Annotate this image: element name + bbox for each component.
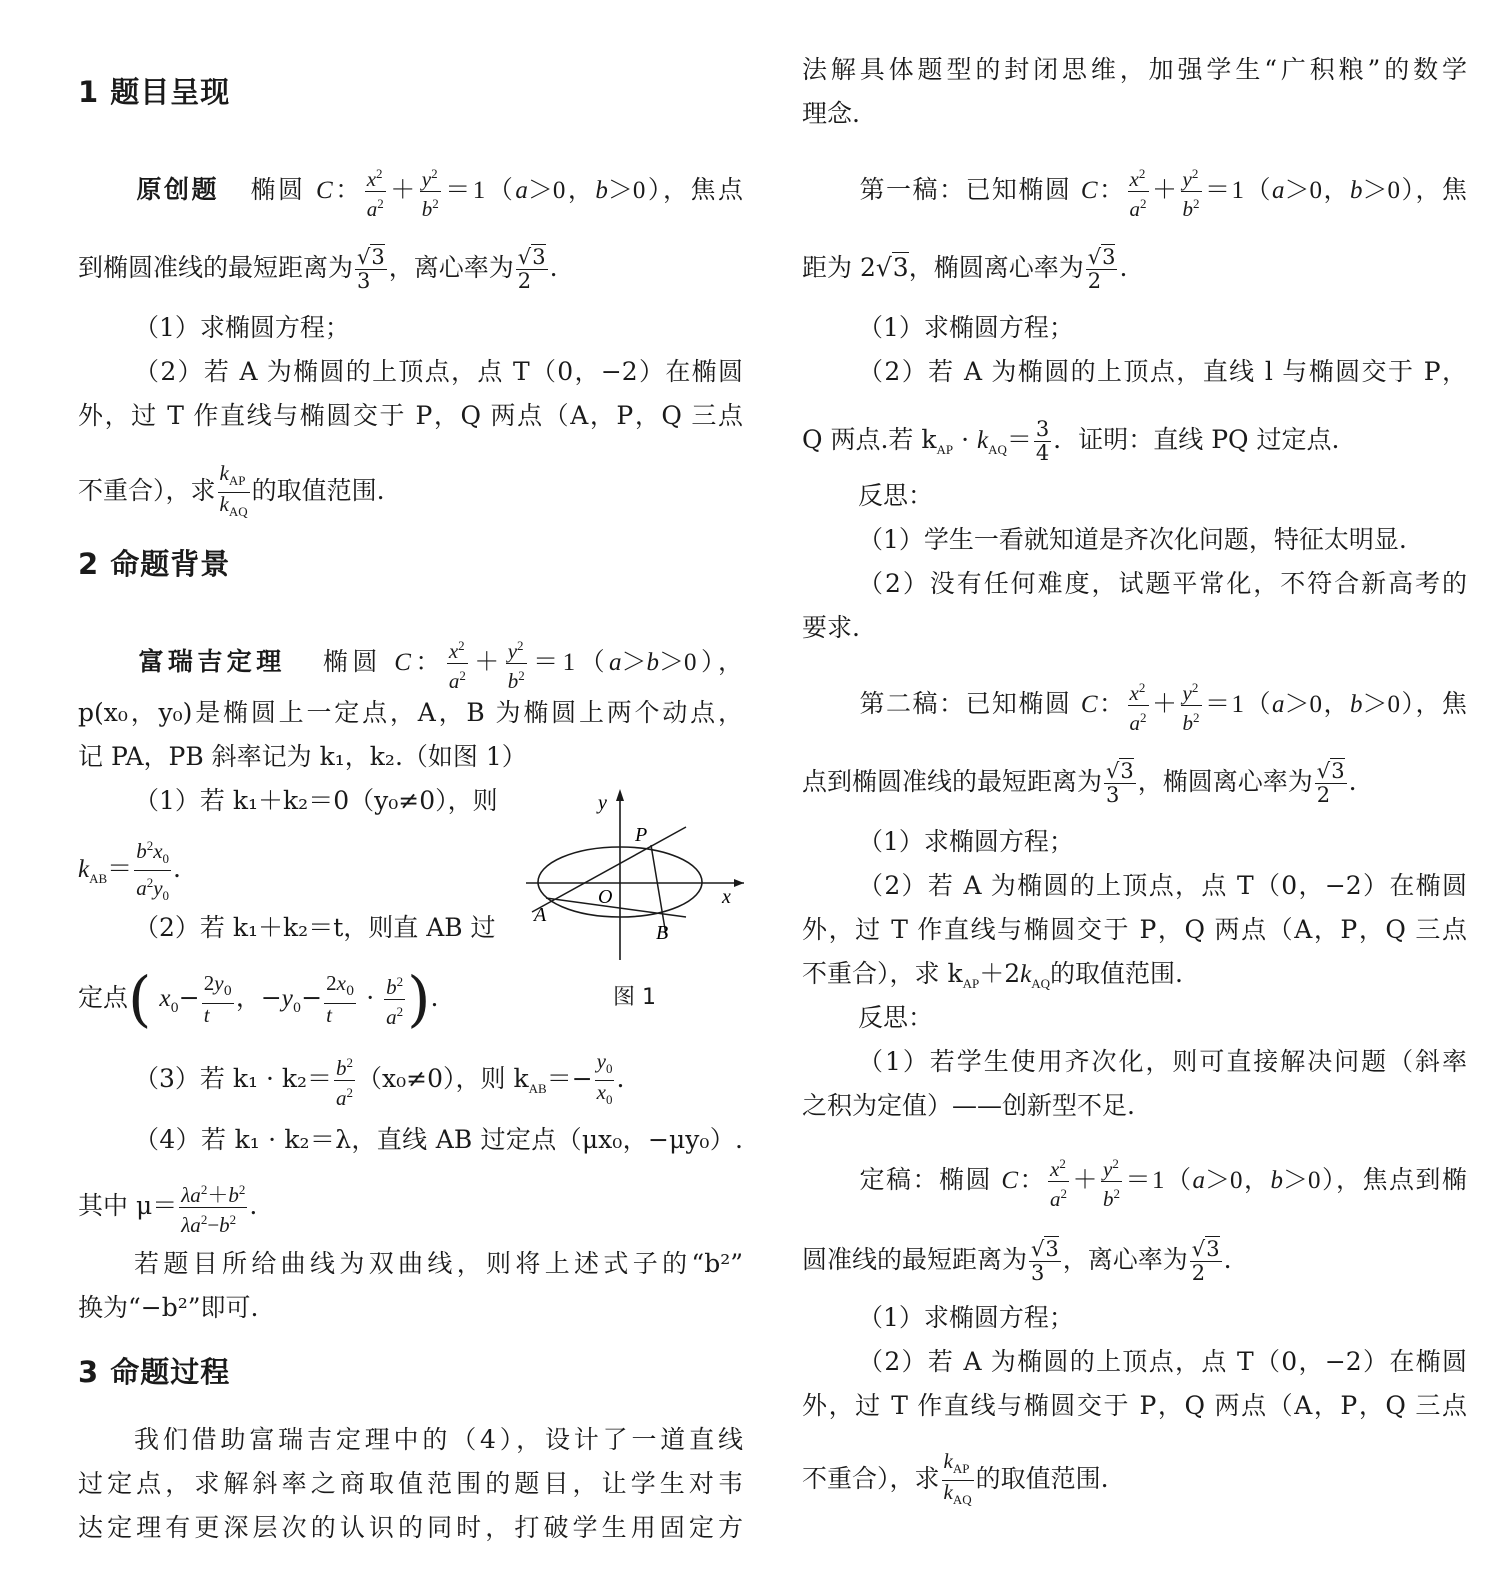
final-draft-line-1: 定稿：椭圆 C： $\frac{x^2}{a^2}$ ＋ $\frac{y^2}{b^2}$ ＝1（a＞0，b＞0），焦点到椭 [802, 1152, 1467, 1211]
reflection-1-item-1: （1）学生一看就知道是齐次化问题，特征太明显. [858, 525, 1407, 554]
reflection-2-heading: 反思： [858, 1003, 934, 1032]
draft-2-q2-line-3: 不重合），求 $k_{AP}+2k_{AQ}$的取值范围. [802, 959, 1183, 991]
theorem-line-2: p(x₀，y₀)是椭圆上一定点，A，B 为椭圆上两个动点， [78, 698, 743, 727]
original-problem-line-1: 原创题 椭圆 C： $\frac{x^2}{a^2}$ ＋ $\frac{y^2}{b^2}$ ＝1（a＞0，b＞0），焦点 [78, 162, 743, 221]
section-3-title: 3 命题过程 [78, 1355, 231, 1389]
draft-2-q2-line-2: 外，过 T 作直线与椭圆交于 P，Q 两点（A，P，Q 三点 [802, 915, 1467, 944]
theorem-item-4: （4）若 k₁ · k₂＝λ，直线 AB 过定点（μx₀，−μy₀）. [134, 1125, 743, 1154]
final-q2-line-1: （2）若 A 为椭圆的上顶点，点 T（0，−2）在椭圆 [858, 1347, 1467, 1376]
reflection-1-item-2-cont: 要求. [802, 613, 860, 642]
original-label: 原创题 [134, 175, 220, 204]
point-A-label: A [534, 904, 547, 926]
point-B-label: B [656, 922, 669, 944]
y-axis-arrow-icon [616, 789, 624, 801]
original-q2-line-2: 外，过 T 作直线与椭圆交于 P，Q 两点（A，P，Q 三点 [78, 401, 743, 430]
draft-1-q1: （1）求椭圆方程； [858, 313, 1074, 342]
theorem-line-3: 记 PA，PB 斜率记为 k₁，k₂.（如图 1） [78, 742, 527, 771]
line-AB [546, 898, 686, 917]
draft-2-q1: （1）求椭圆方程； [858, 827, 1074, 856]
theorem-item-4-mu: 其中 μ＝ $\frac{\lambda a^2+b^2}{\lambda a^2-b^2}$ . [78, 1178, 743, 1237]
draft-1-line-2: 距为 2√3，椭圆离心率为 $\frac{√3}{2}$ . [802, 245, 1128, 293]
figure-1-ellipse-diagram [518, 785, 750, 965]
draft-1-q2-line-2: Q 两点.若 $k_{AP} \cdot k_{AQ}=$ $\frac{3}{4}$ ．证明：直线 PQ 过定点. [802, 417, 1340, 465]
original-problem-line-2: 到椭圆准线的最短距离为 $\frac{√3}{3}$ ，离心率为 $\frac{√3}{2}$ . [78, 245, 558, 293]
section-2-title: 2 命题背景 [78, 547, 231, 581]
theorem-item-2-point: 定点( $x_0-$ $\frac{2y_0}{t}$ ，$-y_0-$ $\frac{2x_0}{t}$ · $\frac{b^2}{a^2}$ ). [78, 964, 439, 1035]
origin-O-label: O [598, 886, 613, 908]
theorem-label: 富瑞吉定理 [134, 647, 286, 676]
process-line-2: 过定点，求解斜率之商取值范围的题目，让学生对韦 [78, 1469, 743, 1498]
reflection-2-item-1: （1）若学生使用齐次化，则可直接解决问题（斜率 [858, 1047, 1467, 1076]
draft-2-q2-line-1: （2）若 A 为椭圆的上顶点，点 T（0，−2）在椭圆 [858, 871, 1467, 900]
x-axis-arrow-icon [734, 879, 744, 887]
theorem-line-1: 富瑞吉定理 椭圆 C： $\frac{x^2}{a^2}$ ＋ $\frac{y^2}{b^2}$ ＝1（a＞b＞0）， [78, 634, 743, 693]
original-q2-line-3: 不重合），求 $\frac{k_{AP}}{k_{AQ}}$ 的取值范围. [78, 461, 385, 520]
reflection-1-item-2: （2）没有任何难度，试题平常化，不符合新高考的 [858, 569, 1467, 598]
final-q2-line-2: 外，过 T 作直线与椭圆交于 P，Q 两点（A，P，Q 三点 [802, 1391, 1467, 1420]
theorem-item-1: （1）若 k₁＋k₂＝0（y₀≠0），则 [134, 786, 498, 815]
point-P-label: P [635, 824, 648, 846]
original-q2-line-1: （2）若 A 为椭圆的上顶点，点 T（0，−2）在椭圆 [134, 357, 743, 386]
theorem-item-2: （2）若 k₁＋k₂＝t，则直 AB 过 [134, 913, 496, 942]
draft-1-line-1: 第一稿：已知椭圆 C： $\frac{x^2}{a^2}$ ＋ $\frac{y^2}{b^2}$ ＝1（a＞0，b＞0），焦 [802, 162, 1467, 221]
x-label: x [722, 886, 731, 908]
final-draft-line-2: 圆准线的最短距离为 $\frac{√3}{3}$ ，离心率为 $\frac{√3}{2}$ . [802, 1237, 1232, 1285]
process-line-1: 我们借助富瑞吉定理中的（4），设计了一道直线 [134, 1425, 743, 1454]
hyperbola-note-line-2: 换为“−b²”即可. [78, 1293, 259, 1322]
figure-1-caption: 图 1 [613, 985, 656, 1010]
reflection-2-item-1-cont: 之积为定值）——创新型不足. [802, 1091, 1135, 1120]
final-q1: （1）求椭圆方程； [858, 1303, 1074, 1332]
section-1-title: 1 题目呈现 [78, 75, 231, 109]
process-line-3: 达定理有更深层次的认识的同时，打破学生用固定方 [78, 1513, 743, 1542]
theorem-item-3: （3）若 k₁ · k₂＝ $\frac{b^2}{a^2}$ （x₀≠0），则 $k_{AB}=-$ $\frac{y_0}{x_0}$ . [134, 1049, 625, 1111]
final-q2-line-3: 不重合），求 $\frac{k_{AP}}{k_{AQ}}$ 的取值范围. [802, 1449, 1109, 1508]
process-continued-line-2: 理念. [802, 99, 860, 128]
y-label: y [598, 792, 607, 814]
theorem-item-1-result: $k_{AB}=$ $\frac{b^2x_0}{a^2y_0}$ . [78, 834, 438, 907]
hyperbola-note-line-1: 若题目所给曲线为双曲线，则将上述式子的“b²” [134, 1249, 743, 1278]
draft-2-line-1: 第二稿：已知椭圆 C： $\frac{x^2}{a^2}$ ＋ $\frac{y^2}{b^2}$ ＝1（a＞0，b＞0），焦 [802, 676, 1467, 735]
original-q1: （1）求椭圆方程； [134, 313, 350, 342]
reflection-1-heading: 反思： [858, 481, 934, 510]
process-continued-line-1: 法解具体题型的封闭思维，加强学生“广积粮”的数学 [802, 55, 1467, 84]
draft-1-q2-line-1: （2）若 A 为椭圆的上顶点，直线 l 与椭圆交于 P， [858, 357, 1467, 386]
draft-2-line-2: 点到椭圆准线的最短距离为 $\frac{√3}{3}$ ，椭圆离心率为 $\frac{√3}{2}$ . [802, 759, 1357, 807]
